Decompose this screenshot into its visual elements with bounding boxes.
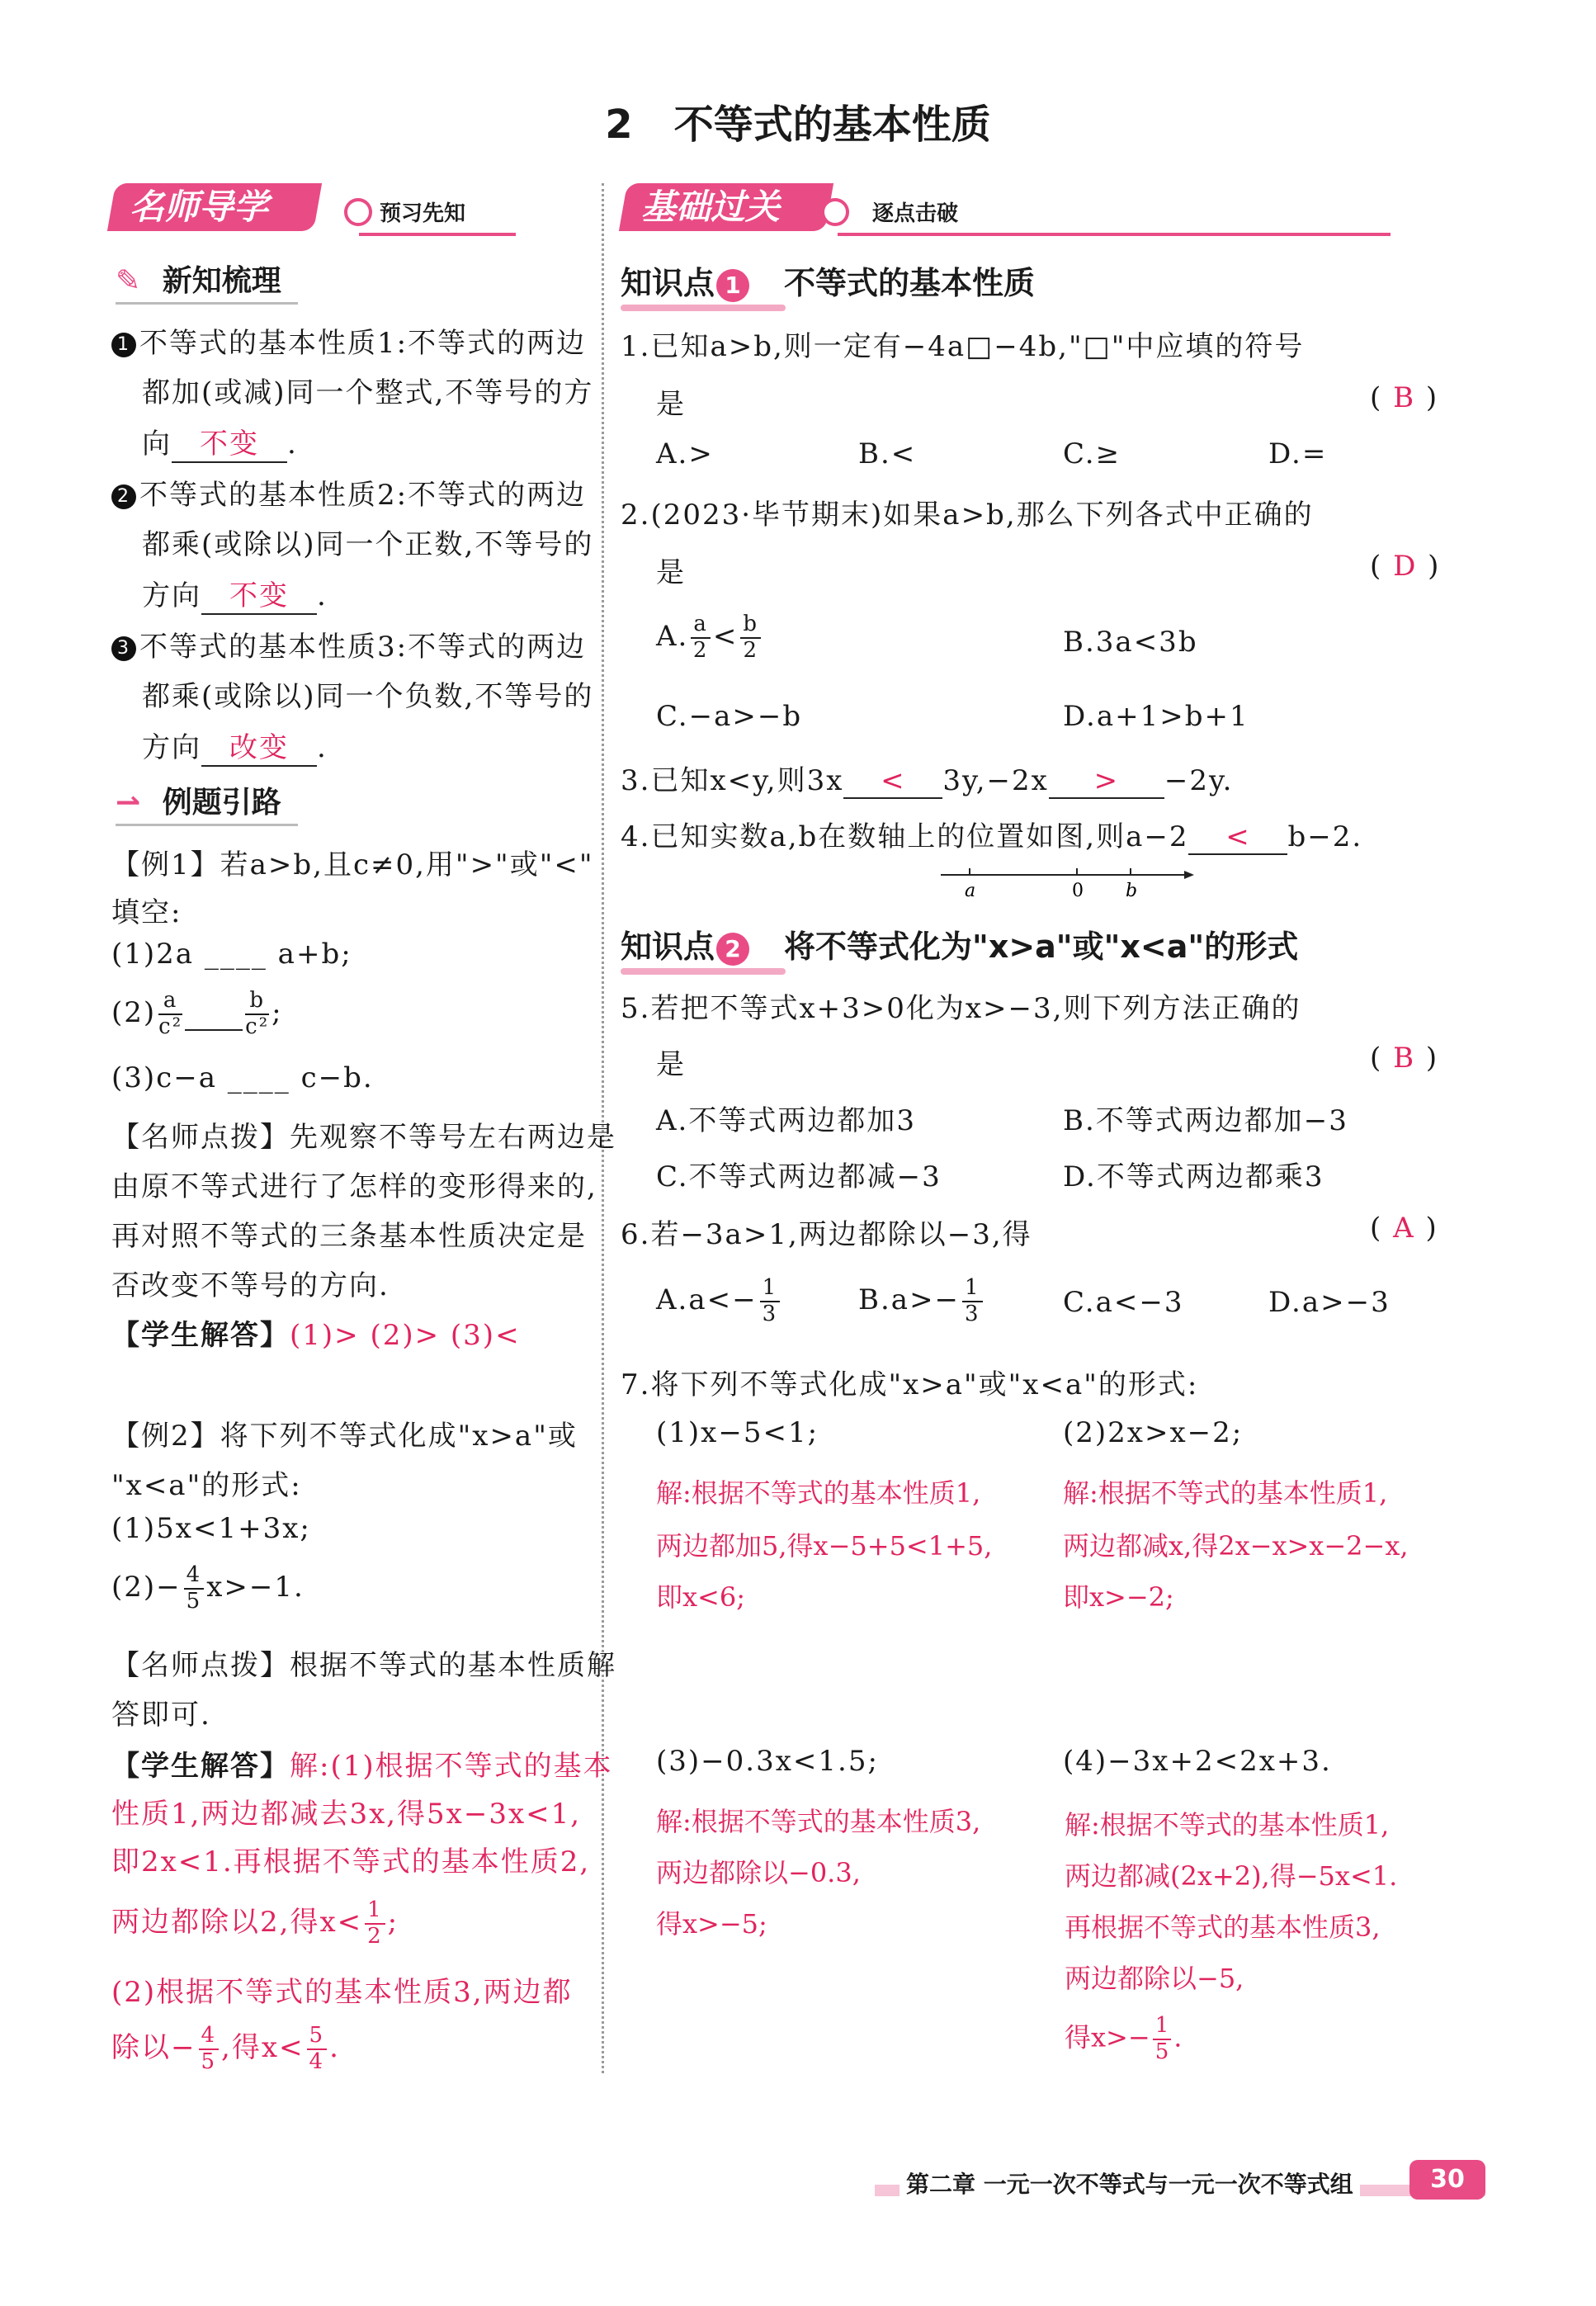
section-title: 不等式的基本性质 (673, 102, 991, 148)
q7-part3-sol3: 得x>−5; (656, 1908, 767, 1940)
knowledge-point-2: 知识点 2 将不等式化为"x>a"或"x<a"的形式 (621, 921, 1298, 966)
tip-2-line1: 【名师点拨】根据不等式的基本性质解 (111, 1649, 616, 1682)
q2-option-c: C.−a>−b (656, 700, 803, 733)
q7-part4-sol3: 再根据不等式的基本性质3, (1065, 1911, 1381, 1943)
magnifier-icon (344, 198, 372, 226)
question-3: 3.已知x<y,则3x < 3y,−2x > −2y. (621, 764, 1234, 797)
tip-1-line4: 否改变不等号的方向. (111, 1269, 390, 1302)
example-2-part1: (1)5x<1+3x; (111, 1512, 311, 1545)
q5-option-d: D.不等式两边都乘3 (1063, 1160, 1324, 1193)
question-6-answer: ( A ) (1370, 1212, 1438, 1245)
target-icon (821, 198, 849, 226)
property-2-line3: 方向 不变 . (142, 573, 328, 615)
property-2-line2: 都乘(或除以)同一个正数,不等号的 (142, 528, 594, 561)
q7-part4-sol5: 得x>− $\frac{1}{5}$ . (1065, 2013, 1183, 2064)
tip-1-line3: 再对照不等式的三条基本性质决定是 (111, 1220, 587, 1253)
example-2-stem2: "x<a"的形式: (111, 1469, 302, 1502)
example-1-part2: (2) $\frac{a}{\text{c²}}$ $\frac{b}{\text{c²}}$ ; (111, 988, 283, 1039)
question-6-stem: 6.若−3a>1,两边都除以−3,得 (621, 1218, 1032, 1251)
q7-part4: (4)−3x+2<2x+3. (1063, 1745, 1332, 1778)
q1-option-d: D.= (1268, 437, 1328, 470)
tip-2-line2: 答即可. (111, 1699, 211, 1732)
q6-option-d: D.a>−3 (1268, 1286, 1391, 1319)
property-3-line3: 方向 改变 . (142, 725, 328, 767)
property-2-line1: 2 不等式的基本性质2:不等式的两边 (111, 472, 586, 513)
q1-option-c: C.≥ (1063, 437, 1121, 470)
q7-part4-sol4: 两边都除以−5, (1065, 1963, 1244, 1994)
q7-part2: (2)2x>x−2; (1063, 1416, 1244, 1449)
property-3-line1: 3 不等式的基本性质3:不等式的两边 (111, 624, 586, 664)
q1-option-b: B.< (858, 437, 917, 470)
tip-1-line1: 【名师点拨】先观察不等号左右两边是 (111, 1121, 616, 1154)
answer-2-line5: (2)根据不等式的基本性质3,两边都 (111, 1976, 573, 2009)
example-1-stem: 【例1】若a>b,且c≠0,用">"或"<" (111, 848, 594, 881)
property-1-line1: 1 不等式的基本性质1:不等式的两边 (111, 320, 586, 361)
q6-option-c: C.a<−3 (1063, 1286, 1184, 1319)
q7-part1: (1)x−5<1; (656, 1416, 819, 1449)
right-section-banner (623, 183, 1391, 236)
number-line-figure (937, 862, 1197, 903)
answer-blank: 不变 (201, 573, 317, 615)
question-4: 4.已知实数a,b在数轴上的位置如图,则a−2 < b−2. (621, 820, 1363, 853)
banner-subtitle: 预习先知 (380, 201, 466, 226)
page-footer (875, 2167, 1485, 2200)
answer-2-line3: 即2x<1.再根据不等式的基本性质2, (111, 1845, 591, 1878)
q7-part3: (3)−0.3x<1.5; (656, 1745, 879, 1778)
q5-option-c: C.不等式两边都减−3 (656, 1160, 942, 1193)
q6-option-b: B.a>− $\frac{1}{3}$ (858, 1276, 985, 1327)
left-section-banner (111, 183, 516, 236)
answer-blank: 不变 (172, 421, 287, 463)
page-title (0, 92, 1596, 149)
answer-2-line6: 除以− $\frac{4}{5}$ ,得x< $\frac{5}{4}$ . (111, 2023, 340, 2074)
question-2-stem2: 是 (656, 556, 686, 589)
banner-subtitle: 逐点击破 (872, 201, 959, 226)
q5-option-a: A.不等式两边都加3 (656, 1104, 916, 1137)
example-1-part1: (1)2a ____ a+b; (111, 938, 352, 971)
q2-option-d: D.a+1>b+1 (1063, 700, 1249, 733)
q7-part1-sol2: 两边都加5,得x−5+5<1+5, (656, 1530, 993, 1562)
q5-option-b: B.不等式两边都加−3 (1063, 1104, 1348, 1137)
q7-part1-sol1: 解:根据不等式的基本性质1, (656, 1477, 981, 1509)
answer-2-line1: 【学生解答】解:(1)根据不等式的基本 (111, 1750, 613, 1783)
q7-part2-sol2: 两边都减x,得2x−x>x−2−x, (1063, 1530, 1409, 1562)
question-5-stem2: 是 (656, 1048, 686, 1081)
label-0: 0 (1072, 881, 1084, 901)
q7-part2-sol3: 即x>−2; (1063, 1581, 1174, 1613)
label-a: a (965, 881, 976, 901)
answer-blank: 改变 (201, 725, 317, 767)
answer-1: 【学生解答】(1)> (2)> (3)< (111, 1319, 521, 1352)
question-1-stem: 1.已知a>b,则一定有−4a□−4b,"□"中应填的符号 (621, 330, 1305, 363)
answer-2-line4: 两边都除以2,得x< $\frac{1}{2}$ ; (111, 1897, 399, 1949)
banner-tag-mingshi: 名师导学 (107, 183, 322, 231)
section-number: 2 (605, 102, 633, 148)
example-2-part2: (2)− $\frac{4}{5}$ x>−1. (111, 1562, 305, 1614)
q7-part4-sol1: 解:根据不等式的基本性质1, (1065, 1809, 1390, 1841)
knowledge-point-1: 知识点 1 不等式的基本性质 (621, 258, 1035, 303)
axis-arrow (1184, 871, 1194, 879)
question-2-stem: 2.(2023·毕节期末)如果a>b,那么下列各式中正确的 (621, 499, 1314, 532)
answer-2-line2: 性质1,两边都减去3x,得5x−3x<1, (111, 1798, 582, 1831)
property-3-line2: 都乘(或除以)同一个负数,不等号的 (142, 680, 594, 713)
q2-option-a: A. $\frac{a}{2}$ < $\frac{b}{2}$ (656, 612, 763, 664)
example-1-stem2: 填空: (111, 896, 182, 929)
q7-part2-sol1: 解:根据不等式的基本性质1, (1063, 1477, 1388, 1509)
example-2-stem: 【例2】将下列不等式化成"x>a"或 (111, 1420, 578, 1453)
question-2-answer: ( D ) (1370, 550, 1441, 583)
q2-option-b: B.3a<3b (1063, 626, 1198, 659)
signpost-icon: ⇀ (116, 786, 141, 820)
q1-option-a: A.> (656, 437, 714, 470)
q6-option-a: A.a<− $\frac{1}{3}$ (656, 1276, 782, 1327)
property-1-line3: 向 不变 . (142, 421, 298, 463)
q7-part4-sol2: 两边都减(2x+2),得−5x<1. (1065, 1860, 1398, 1892)
heading-new-knowledge: ✎ 新知梳理 (116, 258, 281, 300)
question-1-stem2: 是 (656, 388, 686, 421)
question-1-answer: ( B ) (1370, 381, 1439, 414)
question-7-stem: 7.将下列不等式化成"x>a"或"x<a"的形式: (621, 1368, 1199, 1401)
tip-1-line2: 由原不等式进行了怎样的变形得来的, (111, 1170, 597, 1203)
question-5-answer: ( B ) (1370, 1042, 1439, 1075)
chapter-title: 第二章 一元一次不等式与一元一次不等式组 (900, 2167, 1360, 2200)
label-b: b (1126, 881, 1138, 901)
q7-part3-sol2: 两边都除以−0.3, (656, 1857, 861, 1888)
q7-part1-sol3: 即x<6; (656, 1581, 746, 1613)
page-number: 30 (1409, 2160, 1485, 2200)
pencil-icon: ✎ (116, 264, 141, 298)
question-5-stem: 5.若把不等式x+3>0化为x>−3,则下列方法正确的 (621, 992, 1301, 1025)
banner-tag-jichu: 基础过关 (619, 183, 833, 231)
example-1-part3: (3)c−a ____ c−b. (111, 1061, 374, 1094)
q7-part3-sol1: 解:根据不等式的基本性质3, (656, 1806, 981, 1837)
property-1-line2: 都加(或减)同一个整式,不等号的方 (142, 376, 594, 409)
heading-examples: ⇀ 例题引路 (116, 779, 281, 821)
